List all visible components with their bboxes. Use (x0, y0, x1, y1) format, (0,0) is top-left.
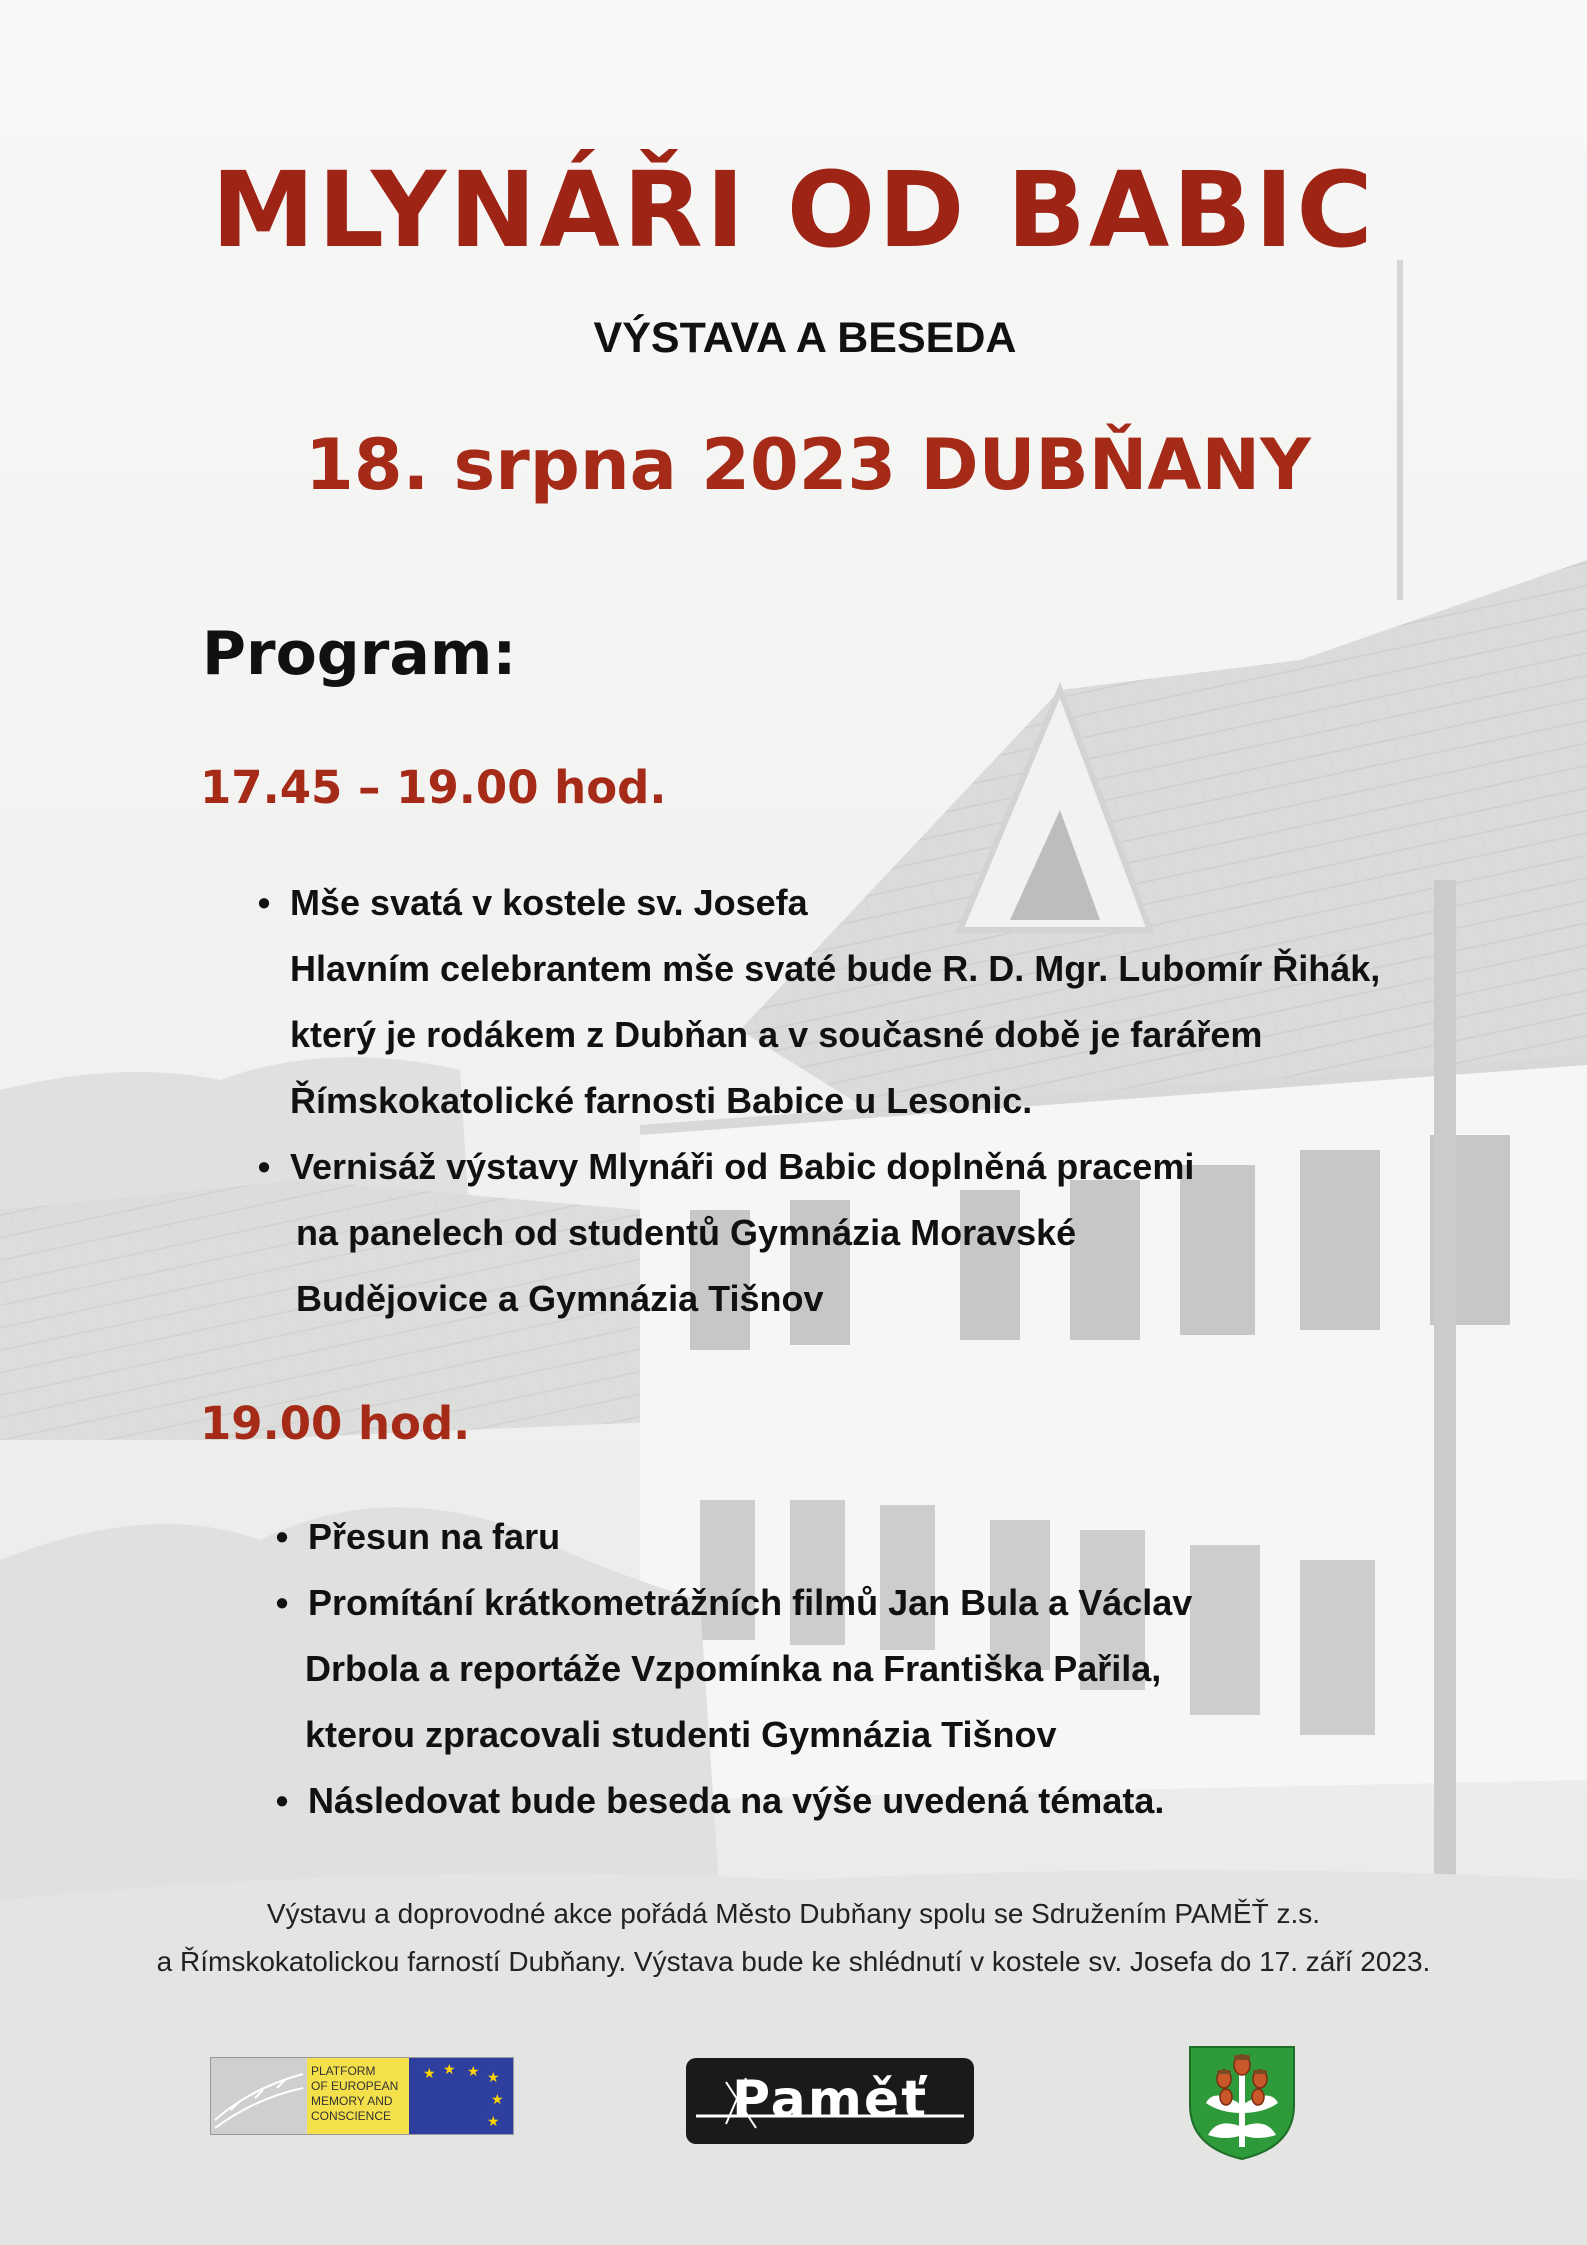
list-item-line: Římskokatolické farnosti Babice u Lesonic. (290, 1080, 1033, 1121)
pamet-logo-text: Paměť (731, 2070, 929, 2130)
platform-logo-text-line: PLATFORM (311, 2064, 376, 2078)
bullet-icon: • (257, 1146, 271, 1187)
bullet-icon: • (275, 1516, 289, 1557)
list-item-line: Hlavním celebrantem mše svaté bude R. D. Mgr. Lubomír Řihák, (290, 948, 1381, 989)
platform-logo-text-line: MEMORY AND (311, 2094, 393, 2108)
platform-logo-text (311, 2064, 407, 2124)
bullet-icon: • (257, 882, 271, 923)
svg-text:★: ★ (443, 2062, 456, 2078)
svg-text:★: ★ (467, 2064, 480, 2080)
list-item (257, 1134, 1380, 1332)
crest-graphic (1186, 2043, 1298, 2161)
list-item-line: Následovat bude beseda na výše uvedená témata. (308, 1780, 1165, 1821)
list-item-line: Drbola a reportáže Vzpomínka na Františka Pařila, (305, 1648, 1162, 1689)
program-heading: Program: (202, 619, 517, 689)
program-list-2 (275, 1504, 1193, 1834)
event-date: 18. srpna 2023 DUBŇANY (305, 424, 1311, 506)
list-item-line: který je rodákem z Dubňan a v současné době je farářem (290, 1014, 1263, 1055)
organizer-note-line: a Římskokatolickou farností Dubňany. Výstava bude ke shlédnutí v kostele sv. Josefa do 17. září 2023. (156, 1946, 1431, 1977)
svg-text:★: ★ (487, 2070, 500, 2086)
svg-text:★: ★ (491, 2092, 504, 2108)
poster-title: MLYNÁŘI OD BABIC (211, 149, 1376, 271)
platform-logo-text-line: OF EUROPEAN (311, 2079, 399, 2093)
list-item-line: na panelech od studentů Gymnázia Moravské (296, 1212, 1077, 1253)
list-item-line: Vernisáž výstavy Mlynáři od Babic doplněná pracemi (290, 1146, 1195, 1187)
svg-text:★: ★ (487, 2114, 500, 2130)
list-item-line: Přesun na faru (308, 1516, 561, 1557)
list-item-line: kterou zpracovali studenti Gymnázia Tišnov (305, 1714, 1057, 1755)
pamet-logo (686, 2058, 974, 2144)
platform-european-memory-logo (210, 2057, 514, 2135)
dubnany-coat-of-arms-icon (1186, 2043, 1298, 2161)
poster-subtitle: VÝSTAVA A BESEDA (593, 314, 1017, 362)
program-time-2: 19.00 hod. (200, 1397, 471, 1450)
bullet-icon: • (275, 1582, 289, 1623)
list-item (275, 1768, 1192, 1834)
organizer-note (0, 1890, 1587, 1986)
list-item-line: Promítání krátkometrážních filmů Jan Bula a Václav (308, 1582, 1193, 1623)
list-item (275, 1570, 1193, 1768)
program-time-1: 17.45 – 19.00 hod. (200, 761, 667, 814)
platform-logo-text-line: CONSCIENCE (311, 2109, 392, 2123)
list-item-line: Mše svatá v kostele sv. Josefa (290, 882, 808, 923)
bullet-icon: • (275, 1780, 289, 1821)
list-item (275, 1504, 1192, 1570)
list-item (257, 870, 1381, 1134)
organizer-note-line: Výstavu a doprovodné akce pořádá Město Dubňany spolu se Sdružením PAMĚŤ z.s. (266, 1898, 1321, 1929)
svg-text:★: ★ (423, 2066, 436, 2082)
program-list-1 (257, 870, 1381, 1332)
list-item-line: Budějovice a Gymnázia Tišnov (296, 1278, 824, 1319)
